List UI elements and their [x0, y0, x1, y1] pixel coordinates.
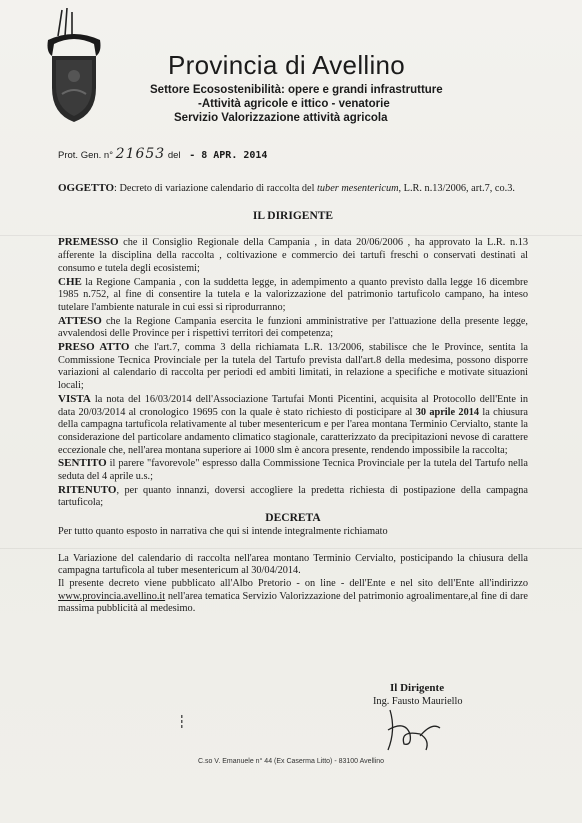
keyword: PRESO ATTO: [58, 341, 130, 354]
spacer: [58, 539, 528, 553]
handwritten-signature: [360, 700, 450, 760]
keyword: CHE: [58, 275, 82, 288]
paragraph-text-end: la chiusura della campagna tartuficola relativamente al tuber mesentericum e per l'area montana Terminio Cervialto, stante la considerazione del particolare andamento climatico stagionale, caratterizzato da precipitazioni nevose di carattere eccezionale che, nell'area montana superiore ai 1000 slm è ancora presente, rendendo impossibile la raccolta;: [58, 406, 529, 456]
paragraph-text: , per quanto innanzi, doversi accogliere la predetta richiesta di postipazione della campagna tartuficola;: [58, 484, 528, 509]
keyword: PREMESSO: [58, 236, 119, 249]
paragraph-text: che il Consiglio Regionale della Campania , in data 20/06/2006 , ha approvato la L.R. n.13 afferente la disciplina della raccolta , coltivazione e commercio dei tartufi freschi o conservati destinati al consumo e tutela degli ecosistemi;: [58, 237, 528, 274]
subject-text: : Decreto di variazione calendario di raccolta del: [114, 183, 318, 194]
subject-label: OGGETTO: [58, 182, 115, 194]
subject-text-end: , L.R. n.13/2006, art.7, co.3.: [398, 183, 515, 194]
signature-name: Ing. Fausto Mauriello: [373, 696, 463, 707]
document-body: [58, 182, 528, 616]
paragraph-text-end: nell'area tematica Servizio Valorizzazione del patrimonio agroalimentare,al fine di dare massima pubblicità al medesimo.: [58, 590, 528, 615]
preso-atto-paragraph: [58, 341, 528, 393]
paragraph-text: che l'art.7, comma 3 della richiamata L.R. 13/2006, stabilisce che le Province, sentita la Commissione Tecnica Provinciale per la tutela del Tartufo prevista dall'art.8 della medesima, possono disporre variazioni al calendario di raccolta per periodi ed ambiti limitati, in relazione a specifiche e motivate situazioni locali;: [58, 342, 528, 392]
decreta-intro: Per tutto quanto esposto in narrativa che qui si intende integralmente richiamato: [58, 525, 388, 537]
variazione-paragraph: La Variazione del calendario di raccolta nell'area montano Terminio Cervialto, posticipando la chiusura della campagna tartuficola al tuber mesentericum al 30/04/2014.: [58, 552, 528, 577]
signature-title: Il Dirigente: [390, 682, 445, 694]
paragraph-text: il parere "favorevole" espresso dalla Commissione Tecnica Provinciale per la tutela del Tartufo nella seduta del 4 aprile u.s.;: [58, 458, 528, 483]
paragraph-text: la Regione Campania , con la suddetta legge, in adempimento a quanto previsto dalla legge 16 dicembre 1985 n.752, al fine di consentire la tutela e la valorizzazione del patrimonio tartuficolo campano, ha inteso tutelare l'ambiente naturale in cui essi si riprodurranno;: [58, 276, 528, 313]
keyword: VISTA: [58, 392, 91, 405]
che-paragraph: [58, 276, 528, 315]
website-link[interactable]: www.provincia.avellino.it: [58, 590, 166, 602]
subject-paragraph: [58, 182, 528, 196]
vista-paragraph: [58, 393, 528, 458]
paragraph-text: Il presente decreto viene pubblicato all'Albo Pretorio - on line - dell'Ente e nel sito dell'Ente all'indirizzo: [58, 577, 528, 589]
atteso-paragraph: [58, 315, 528, 341]
highlighted-date: 30 aprile 2014: [415, 406, 480, 418]
sentito-paragraph: [58, 457, 528, 483]
province-name: Provincia di Avellino: [168, 50, 406, 80]
date-stamp: - 8 APR. 2014: [189, 150, 268, 161]
sector-block: [150, 83, 550, 125]
paragraph-text: che la Regione Campania esercita le funzioni amministrative per l'attuazione della presente legge, avvalendosi delle Province per i rispettivi territori dei competenza;: [58, 315, 528, 340]
pubblicato-paragraph: [58, 578, 528, 616]
protocol-line: [58, 146, 267, 162]
sector-line: Settore Ecosostenibilità: opere e grandi infrastrutture: [150, 84, 443, 96]
letterhead: [150, 50, 550, 125]
protocol-number: 21653: [115, 146, 166, 162]
premesso-paragraph: [58, 236, 528, 275]
sector-line: -Attività agricole e ittico - venatorie: [198, 98, 390, 110]
ritenuto-paragraph: [58, 484, 528, 510]
paragraph-text: la nota del 16/03/2014 dell'Associazione Tartufai Monti Picentini, acquisita al Protocollo dell'Ente in data 20/03/2014 al cronologico 19695 con la quale è stato richiesto di posticipare al: [58, 393, 528, 418]
sector-line: Servizio Valorizzazione attività agricola: [174, 112, 388, 124]
subject-species: tuber mesentericum: [317, 183, 399, 194]
heading-decreta: DECRETA: [265, 512, 321, 525]
province-crest-icon: [44, 6, 104, 124]
keyword: RITENUTO: [58, 483, 117, 496]
protocol-label: Prot. Gen. n°: [58, 150, 114, 161]
heading-dirigente: IL DIRIGENTE: [252, 209, 334, 222]
keyword: SENTITO: [58, 457, 107, 470]
protocol-del-label: del: [167, 150, 181, 161]
footer-address: C.so V. Emanuele n° 44 (Ex Caserma Litto) - 83100 Avellino: [197, 758, 385, 765]
keyword: ATTESO: [58, 314, 102, 327]
paper-mark: [180, 715, 184, 729]
